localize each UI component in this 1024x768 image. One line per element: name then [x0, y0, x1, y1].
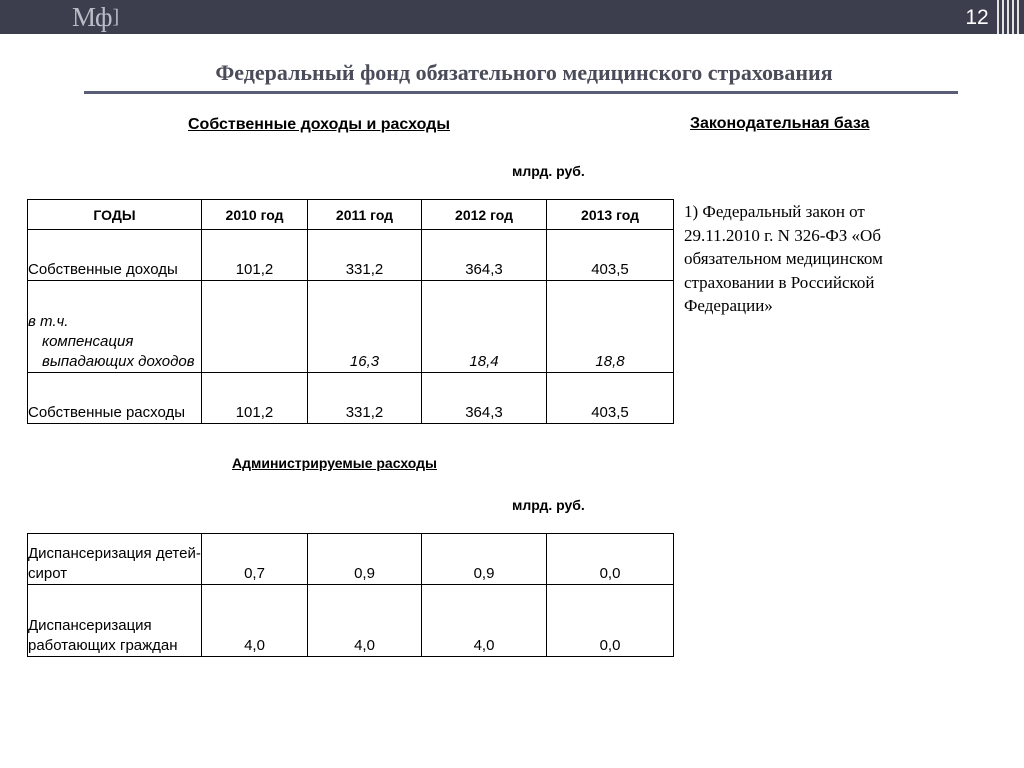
table-cell: 18,8 [547, 281, 674, 373]
table-cell: 0,0 [547, 585, 674, 657]
header-bar [0, 0, 1024, 34]
administered-heading: Администрируемые расходы [232, 455, 437, 471]
row-label [28, 281, 202, 373]
column-header: 2010 год [202, 200, 308, 230]
table-cell: 364,3 [422, 230, 547, 281]
logo-text: Мф [72, 2, 112, 32]
table-row [28, 373, 674, 424]
ministry-logo [72, 2, 118, 32]
table-row [28, 534, 674, 585]
row-label: Диспансеризация работающих граждан [28, 585, 202, 657]
legal-base-text: 1) Федеральный закон от 29.11.2010 г. N 326-ФЗ «Об обязательном медицинском страховании в Российской Федерации» [684, 202, 883, 315]
row-label: Собственные расходы [28, 373, 202, 424]
table-cell: 4,0 [308, 585, 422, 657]
units-label-own: млрд. руб. [512, 163, 585, 179]
table-row [28, 281, 674, 373]
title-underline [84, 91, 958, 94]
table-cell: 331,2 [308, 373, 422, 424]
table-cell: 0,7 [202, 534, 308, 585]
row-label: Собственные доходы [28, 230, 202, 281]
legal-base-heading: Законодательная база [690, 115, 870, 132]
table-cell: 331,2 [308, 230, 422, 281]
units-label-administered: млрд. руб. [512, 497, 585, 513]
table-row [28, 585, 674, 657]
column-header: 2012 год [422, 200, 547, 230]
table-header-row [28, 200, 674, 230]
table-cell: 403,5 [547, 373, 674, 424]
table-cell: 364,3 [422, 373, 547, 424]
own-income-table [27, 199, 674, 424]
own-income-heading: Собственные доходы и расходы [188, 116, 450, 133]
table-row [28, 230, 674, 281]
table-cell: 101,2 [202, 230, 308, 281]
logo-bar: ] [112, 6, 119, 28]
table-cell: 101,2 [202, 373, 308, 424]
row-label-rest: компенсация выпадающих доходов [42, 333, 195, 370]
table-cell: 403,5 [547, 230, 674, 281]
column-header: 2011 год [308, 200, 422, 230]
header-decoration [995, 0, 1024, 34]
column-header: ГОДЫ [28, 200, 202, 230]
slide-number: 12 [965, 6, 989, 29]
table-cell: 0,9 [422, 534, 547, 585]
table-cell: 18,4 [422, 281, 547, 373]
administered-table [27, 533, 674, 657]
row-label: Диспансеризация детей-сирот [28, 534, 202, 585]
table-cell: 16,3 [308, 281, 422, 373]
slide-title: Федеральный фонд обязательного медицинского страхования [215, 60, 833, 85]
table-cell [202, 281, 308, 373]
table-cell: 0,0 [547, 534, 674, 585]
table-cell: 4,0 [422, 585, 547, 657]
row-label-line: в т.ч. [28, 313, 69, 330]
column-header: 2013 год [547, 200, 674, 230]
table-cell: 4,0 [202, 585, 308, 657]
table-cell: 0,9 [308, 534, 422, 585]
